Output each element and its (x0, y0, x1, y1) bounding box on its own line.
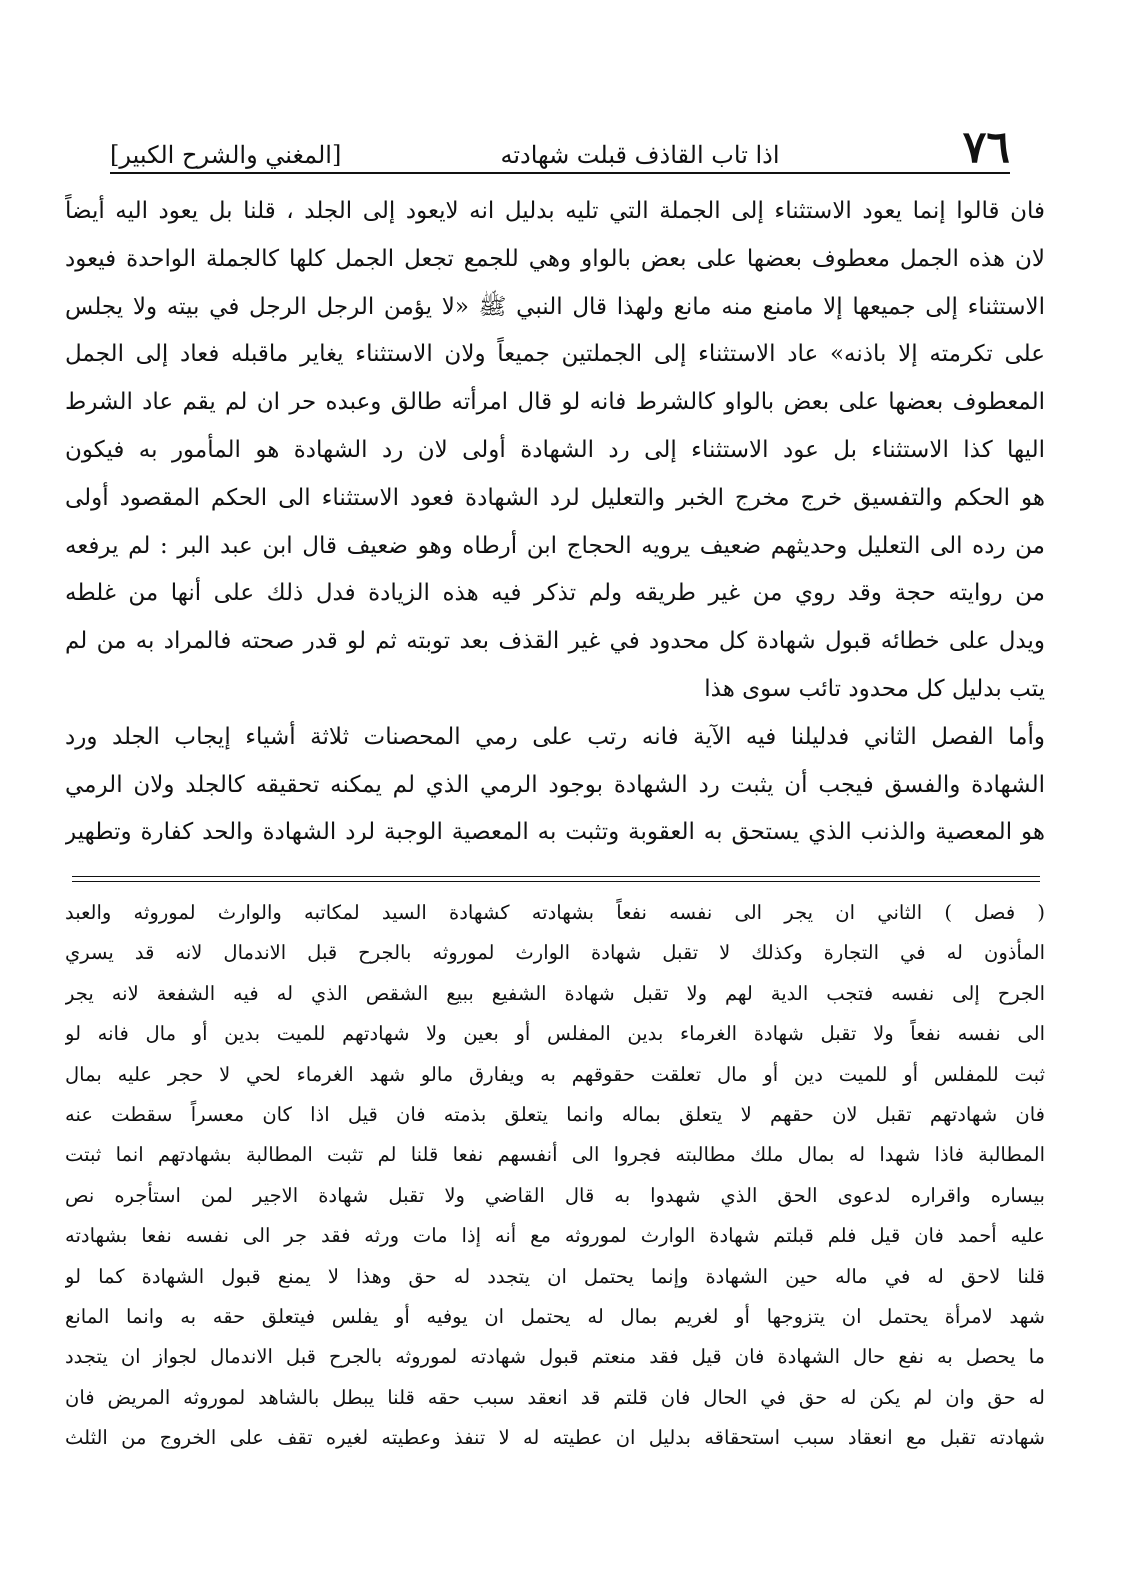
commentary-text-line: بيساره واقراره لدعوى الحق الذي شهدوا به قال القاضي ولا تقبل شهادة الاجير لمن استأجره نص (65, 1183, 1045, 1207)
commentary-text-line: ما يحصل به نفع حال الشهادة فان قيل فقد منعتم قبول شهادته لموروثه بالجرح قبل الاندمال لجواز ان يتجدد (65, 1345, 1045, 1369)
commentary-text-line: فان شهادتهم تقبل لان حقهم لا يتعلق بماله وانما يتعلق بذمته فان قيل اذا كان معسراً سقطت عنه (65, 1102, 1045, 1126)
page-number: ٧٦ (962, 122, 1010, 173)
commentary-text-line: عليه أحمد فان قيل فلم قبلتم شهادة الوارث لموروثه مع أنه إذا مات ورثه فقد جر الى نفسه نفعا بشهادته (65, 1224, 1045, 1248)
main-text-line: الشهادة والفسق فيجب أن يثبت رد الشهادة بوجود الرمي الذي لم يمكنه تحقيقه كالجلد ولان الرمي (65, 771, 1045, 798)
section-divider (72, 876, 1040, 882)
commentary-text-line: الجرح إلى نفسه فتجب الدية لهم ولا تقبل شهادة الشفيع ببيع الشقص الذي له فيه الشفعة لانه يجر (65, 981, 1045, 1005)
main-text-block (65, 188, 1045, 857)
main-text-line: يتب بدليل كل محدود تائب سوى هذا (704, 675, 1045, 702)
main-text-line: اليها كذا الاستثناء بل عود الاستثناء إلى رد الشهادة أولى لان رد الشهادة هو المأمور به فيكون (65, 436, 1045, 463)
main-text-line: الاستثناء إلى جميعها إلا مامنع منه مانع ولهذا قال النبي ﷺ «لا يؤمن الرجل الرجل في بيته ولا يجلس (65, 293, 1045, 320)
book-title: [المغني والشرح الكبير] (110, 141, 342, 169)
main-text-line: لان هذه الجمل معطوف بعضها على بعض بالواو وهي للجمع تجعل الجمل كلها كالجملة الواحدة فيعود (65, 245, 1045, 272)
main-text-line: من روايته حجة وقد روي من غير طريقه ولم تذكر فيه هذه الزيادة فدل ذلك على أنها من غلطه (65, 580, 1045, 607)
commentary-text-line: شهادته تقبل مع انعقاد سبب استحقاقه بدليل ان عطيته له لا تنفذ وعطيته لغيره تقف على الخروج من الثلث (65, 1426, 1045, 1450)
commentary-text-line: المطالبة فاذا شهدا له بمال ملك مطالبته فجروا الى أنفسهم نفعا قلنا لم تثبت المطالبة بشهادتهم انما ثبتت (65, 1143, 1045, 1167)
commentary-text-line: ( فصل ) الثاني ان يجر الى نفسه نفعاً بشهادته كشهادة السيد لمكاتبه والوارث لموروثه والعبد (65, 901, 1045, 924)
commentary-text-block (65, 893, 1045, 1458)
main-text-line: وأما الفصل الثاني فدليلنا فيه الآية فانه رتب على رمي المحصنات ثلاثة أشياء إيجاب الجلد ورد (65, 723, 1045, 750)
commentary-text-line: الى نفسه نفعاً ولا تقبل شهادة الغرماء بدين المفلس أو بعين ولا شهادتهم للميت بدين أو مال فانه لو (65, 1022, 1045, 1046)
commentary-text-line: المأذون له في التجارة وكذلك لا تقبل شهادة الوارث لموروثه بالجرح قبل الاندمال لانه قد يسري (65, 941, 1045, 965)
main-text-line: على تكرمته إلا باذنه» عاد الاستثناء إلى الجملتين جميعاً ولان الاستثناء يغاير ماقبله فعاد إلى الجمل (65, 341, 1045, 368)
main-text-line: هو المعصية والذنب الذي يستحق به العقوبة وتثبت به المعصية الوجبة لرد الشهادة والحد كفارة وتطهير (65, 819, 1045, 846)
commentary-text-line: له حق وان لم يكن له حق في الحال فان قلتم قد انعقد سبب حقه قلنا يبطل بالشاهد لموروثه المريض فان (65, 1385, 1045, 1409)
main-text-line: هو الحكم والتفسيق خرج مخرج الخبر والتعليل لرد الشهادة فعود الاستثناء الى الحكم المقصود أولى (65, 484, 1045, 511)
page-header (110, 118, 1010, 174)
commentary-text-line: قلنا لاحق له في ماله حين الشهادة وإنما يحتمل ان يتجدد له حق وهذا لا يمنع قبول الشهادة كما لو (65, 1264, 1045, 1288)
main-text-line: المعطوف بعضها على بعض بالواو كالشرط فانه لو قال امرأته طالق وعبده حر ان لم يقم عاد الشرط (65, 389, 1045, 416)
main-text-line: فان قالوا إنما يعود الاستثناء إلى الجملة التي تليه بدليل انه لايعود إلى الجلد ، قلنا بل يعود اليه أيضاً (65, 198, 1045, 224)
main-text-line: ويدل على خطائه قبول شهادة كل محدود في غير القذف بعد توبته ثم لو قدر صحته فالمراد به من لم (65, 628, 1045, 655)
main-text-line: من رده الى التعليل وحديثهم ضعيف يرويه الحجاج ابن أرطاه وهو ضعيف قال ابن عبد البر : لم يرفعه (65, 532, 1045, 559)
commentary-text-line: شهد لامرأة يحتمل ان يتزوجها أو لغريم بمال له يحتمل ان يوفيه أو يفلس فيتعلق حقه به وانما المانع (65, 1304, 1045, 1328)
commentary-text-line: ثبت للمفلس أو للميت دين أو مال تعلقت حقوقهم به ويفارق مالو شهد الغرماء لحي لا حجر عليه بمال (65, 1062, 1045, 1086)
running-title: اذا تاب القاذف قبلت شهادته (500, 141, 780, 169)
